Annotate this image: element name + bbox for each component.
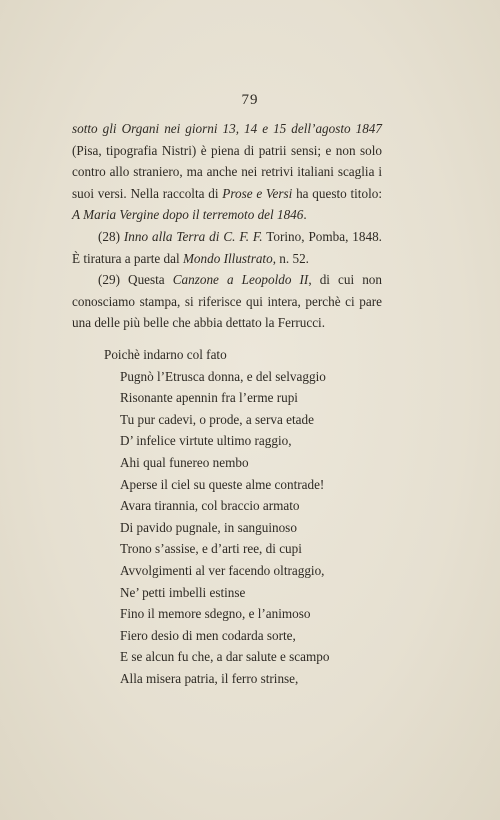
poem-line: Aperse il ciel su queste alme contrade! (120, 476, 325, 492)
poem-line: Alla misera patria, il ferro strinse, (120, 670, 299, 686)
poem-line: Avara tirannia, col braccio armato (120, 498, 300, 514)
italic-text: A Maria Vergine dopo il terremoto del 1846 (72, 207, 304, 223)
note-text: (28) (98, 228, 124, 244)
footnotes (72, 118, 382, 334)
italic-text: Inno alla Terra di C. F. F. (123, 228, 263, 244)
note-text: . (303, 207, 307, 223)
poem-line: Pugnò l’Etrusca donna, e del selvaggio (120, 368, 326, 384)
poem-line: Ne’ petti imbelli estinse (120, 584, 246, 600)
poem-line: Ahi qual funereo nembo (120, 454, 249, 470)
poem-line: Tu pur cadevi, o prode, a serva etade (120, 411, 314, 427)
poem-line: Di pavido pugnale, in sanguinoso (120, 519, 297, 535)
note-text: , n. 52. (272, 250, 309, 266)
note-text: (29) Questa (98, 272, 173, 288)
note-29 (72, 269, 382, 334)
note-28 (72, 226, 382, 269)
note-continuation (72, 118, 382, 226)
page-number: 79 (241, 92, 259, 108)
poem-line: D’ infelice virtute ultimo raggio, (120, 433, 292, 449)
poem-line: Avvolgimenti al ver facendo oltraggio, (120, 562, 325, 578)
poem-line: E se alcun fu che, a dar salute e scampo (120, 649, 330, 665)
poem-line: Risonante apennin fra l’erme rupi (120, 390, 298, 406)
note-text: , di cui non conosciamo stampa, si riferisce qui intera, perchè ci pare una delle più belle che abbia dettato la Ferrucci. (72, 272, 382, 331)
poem-line: Trono s’assise, e d’arti ree, di cupi (120, 541, 302, 557)
note-text: (Pisa, tipografia Nistri) è piena di patrii sensi; e non solo contro allo straniero, ma anche nei retrivi italiani scaglia i suoi versi. Nella raccolta di (72, 142, 382, 201)
poem-line: Poichè indarno col fato (104, 347, 227, 362)
italic-text: sotto gli Organi nei giorni 13, 14 e 15 dell’agosto 1847 (72, 121, 382, 136)
note-text: ha questo titolo: (292, 185, 382, 201)
poem-line: Fino il memore sdegno, e l’animoso (120, 606, 311, 622)
note-text: Torino, Pomba, 1848. È tiratura a parte dal (72, 228, 382, 266)
italic-text: Prose e Versi (222, 185, 293, 201)
italic-text: Mondo Illustrato (182, 250, 273, 266)
poem (104, 344, 394, 690)
italic-text: Canzone a Leopoldo II (172, 272, 309, 288)
poem-line: Fiero desio di men codarda sorte, (120, 627, 296, 643)
